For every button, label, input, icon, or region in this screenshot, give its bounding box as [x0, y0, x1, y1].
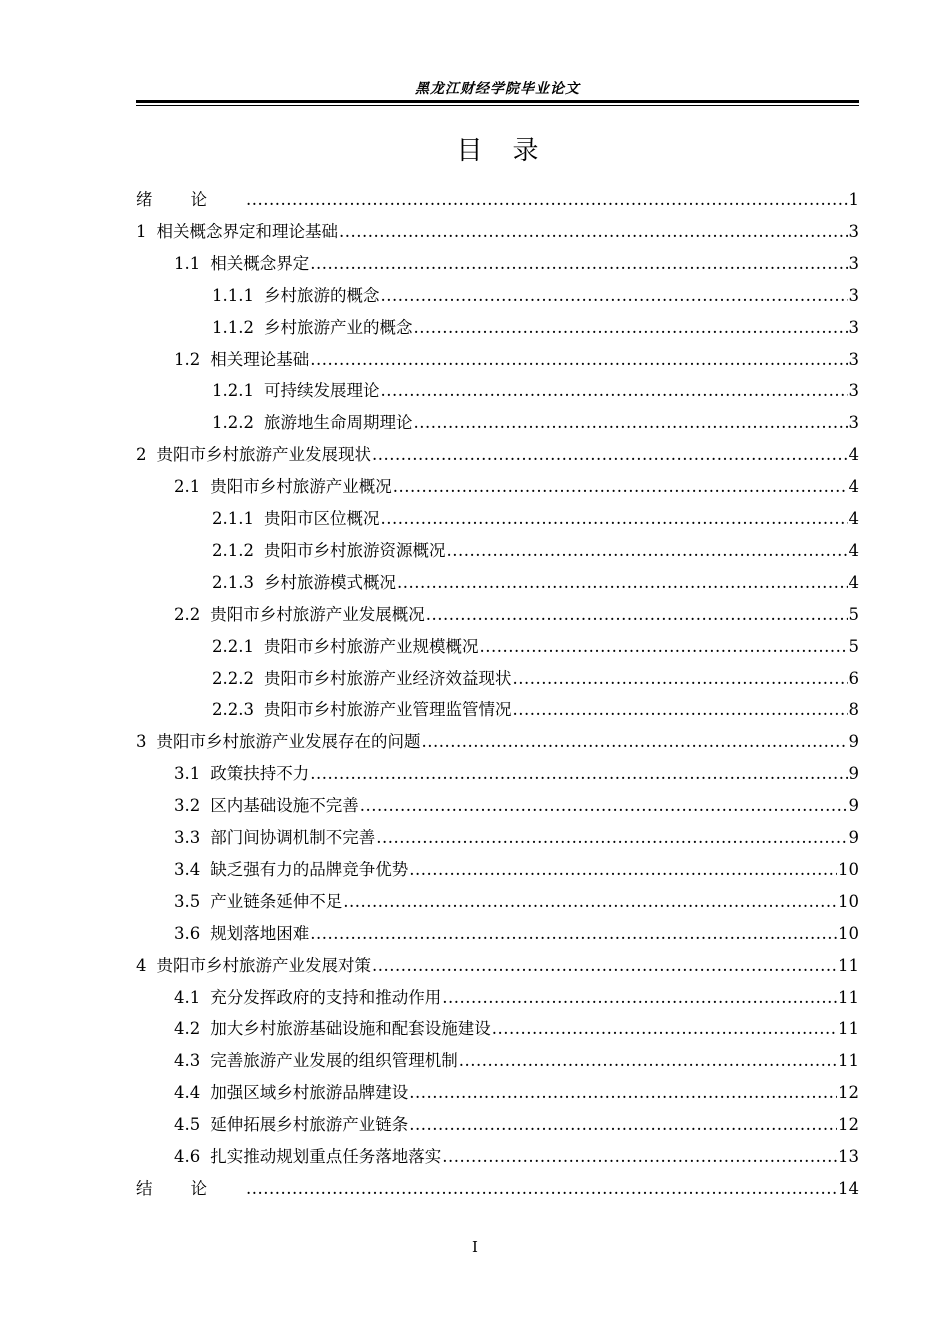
toc-entry[interactable] — [136, 794, 859, 818]
toc-entry-page: 11 — [838, 955, 859, 975]
toc-entry-page: 12 — [838, 1115, 859, 1135]
toc-entry[interactable] — [136, 1049, 859, 1073]
toc-entry-page: 11 — [838, 987, 859, 1007]
toc-entry-page: 3 — [848, 413, 859, 433]
header-school-title: 黑龙江财经学院毕业论文 — [415, 81, 580, 97]
toc-entry-label: 绪论 — [136, 190, 245, 209]
toc-entry-label: 贵阳市乡村旅游产业概况 — [210, 477, 392, 497]
toc-entry-number: 2 — [136, 445, 147, 465]
toc-entry-label: 完善旅游产业发展的组织管理机制 — [210, 1051, 458, 1071]
toc-entry-number: 2.2.3 — [212, 700, 254, 720]
toc-entry-label: 乡村旅游产业的概念 — [263, 317, 413, 337]
toc-entry-number: 1.2 — [174, 349, 201, 369]
toc-entry-label: 相关概念界定 — [210, 253, 310, 273]
toc-entry-page: 5 — [848, 636, 859, 656]
toc-entry-page: 9 — [848, 796, 859, 816]
toc-entry[interactable] — [136, 571, 859, 595]
toc-entry-page: 4 — [848, 540, 859, 560]
toc-entry-number: 4 — [136, 955, 147, 975]
toc-entry-page: 3 — [848, 285, 859, 305]
toc-dot-leader — [492, 1017, 837, 1041]
toc-dot-leader — [512, 667, 847, 691]
toc-entry[interactable] — [136, 220, 859, 244]
toc-entry-page: 14 — [838, 1178, 859, 1198]
toc-entry[interactable] — [136, 698, 859, 722]
toc-entry-page: 10 — [838, 923, 859, 943]
toc-entry[interactable] — [136, 1017, 859, 1041]
toc-entry-number: 3.1 — [174, 764, 201, 784]
toc-entry[interactable] — [136, 890, 859, 914]
toc-dot-leader — [479, 635, 847, 659]
toc-entry[interactable] — [136, 188, 859, 212]
toc-dot-leader — [380, 507, 847, 531]
toc-entry-label: 贵阳市区位概况 — [263, 509, 380, 528]
toc-entry[interactable] — [136, 922, 859, 946]
header-rule-thin — [136, 105, 859, 106]
toc-entry[interactable] — [136, 603, 859, 627]
toc-entry-label: 乡村旅游的概念 — [263, 285, 380, 305]
toc-entry-label: 贵阳市乡村旅游产业规模概况 — [263, 636, 479, 656]
toc-entry-label: 延伸拓展乡村旅游产业链条 — [210, 1115, 409, 1135]
toc-entry-label: 扎实推动规划重点任务落地落实 — [210, 1147, 442, 1166]
footer-page-number: I — [472, 1238, 478, 1256]
toc-entry[interactable] — [136, 826, 859, 850]
toc-entry-label: 结论 — [136, 1178, 245, 1198]
toc-entry-page: 11 — [838, 1051, 859, 1071]
toc-entry-number: 4.2 — [174, 1019, 201, 1039]
toc-entry[interactable] — [136, 1177, 859, 1201]
toc-entry[interactable] — [136, 954, 859, 978]
toc-entry[interactable] — [136, 316, 859, 340]
toc-entry-number: 3.6 — [174, 923, 201, 943]
toc-entry[interactable] — [136, 284, 859, 308]
toc-entry[interactable] — [136, 762, 859, 786]
toc-entry[interactable] — [136, 858, 859, 882]
toc-entry-label: 贵阳市乡村旅游产业发展对策 — [156, 955, 371, 975]
header-rule-thick — [136, 100, 859, 103]
toc-entry-page: 13 — [838, 1147, 859, 1166]
toc-entry-label: 缺乏强有力的品牌竞争优势 — [210, 859, 409, 879]
toc-dot-leader — [512, 698, 847, 722]
toc-entry[interactable] — [136, 411, 859, 435]
toc-entry-number: 2.2.1 — [212, 636, 254, 656]
toc-dot-leader — [446, 539, 847, 563]
toc-entry-label: 贵阳市乡村旅游资源概况 — [263, 540, 446, 560]
toc-dot-leader — [376, 826, 847, 850]
toc-entry-number: 2.1.3 — [212, 572, 254, 592]
toc-dot-leader — [246, 1177, 837, 1201]
toc-entry-label: 加大乡村旅游基础设施和配套设施建设 — [210, 1019, 491, 1039]
toc-entry[interactable] — [136, 379, 859, 403]
toc-entry-number: 2.1.2 — [212, 540, 254, 560]
toc-entry-page: 1 — [848, 190, 859, 209]
toc-dot-leader — [372, 954, 837, 978]
toc-entry[interactable] — [136, 667, 859, 691]
toc-dot-leader — [380, 379, 847, 403]
toc-entry[interactable] — [136, 1113, 859, 1137]
toc-entry-label: 相关理论基础 — [210, 349, 310, 369]
toc-entry-label: 产业链条延伸不足 — [210, 891, 343, 911]
toc-entry-number: 4.6 — [174, 1147, 201, 1166]
toc-dot-leader — [310, 348, 847, 372]
toc-entry-number: 4.4 — [174, 1083, 201, 1103]
toc-entry-page: 6 — [848, 668, 859, 688]
toc-entry[interactable] — [136, 507, 859, 531]
toc-entry-page: 10 — [838, 891, 859, 911]
toc-entry-number: 2.2 — [174, 604, 201, 624]
toc-dot-leader — [310, 762, 847, 786]
toc-entry-page: 4 — [848, 477, 859, 497]
toc-dot-leader — [372, 443, 848, 467]
toc-entry-number: 4.5 — [174, 1115, 201, 1135]
toc-dot-leader — [393, 475, 848, 499]
toc-entry-number: 2.2.2 — [212, 668, 254, 688]
toc-dot-leader — [426, 603, 848, 627]
toc-entry-page: 9 — [848, 828, 859, 847]
toc-entry-label: 充分发挥政府的支持和推动作用 — [210, 987, 442, 1007]
toc-entry-number: 1.2.2 — [212, 413, 254, 433]
toc-entry-number: 1.1.1 — [212, 285, 254, 305]
toc-entry-page: 3 — [848, 317, 859, 337]
toc-entry-label: 可持续发展理论 — [263, 381, 380, 401]
toc-dot-leader — [413, 411, 847, 435]
toc-entry[interactable] — [136, 635, 859, 659]
toc-entry-page: 11 — [838, 1019, 859, 1039]
toc-entry-label: 旅游地生命周期理论 — [263, 413, 413, 433]
toc-entry-number: 2.1 — [174, 477, 201, 497]
toc-entry-number: 2.1.1 — [212, 509, 254, 528]
toc-entry-label: 乡村旅游模式概况 — [263, 572, 396, 592]
toc-entry-label: 贵阳市乡村旅游产业发展概况 — [210, 604, 425, 624]
toc-entry-number: 1.1 — [174, 253, 201, 273]
toc-dot-leader — [442, 986, 837, 1010]
toc-entry-page: 3 — [848, 221, 859, 241]
toc-dot-leader — [246, 188, 848, 212]
toc-entry-label: 部门间协调机制不完善 — [210, 828, 376, 847]
toc-dot-leader — [413, 316, 847, 340]
toc-entry-label: 政策扶持不力 — [210, 764, 310, 784]
toc-entry[interactable] — [136, 986, 859, 1010]
toc-entry-number: 1.2.1 — [212, 381, 254, 401]
toc-entry-page: 4 — [848, 572, 859, 592]
toc-entry-number: 1.1.2 — [212, 317, 254, 337]
toc-entry-number: 3.4 — [174, 859, 201, 879]
toc-entry-label: 贵阳市乡村旅游产业经济效益现状 — [263, 668, 512, 688]
toc-entry-number: 4.3 — [174, 1051, 201, 1071]
toc-entry-page: 3 — [848, 349, 859, 369]
toc-entry-label: 贵阳市乡村旅游产业发展存在的问题 — [156, 732, 421, 752]
toc-entry-label: 区内基础设施不完善 — [210, 796, 359, 816]
toc-entry-label: 贵阳市乡村旅游产业发展现状 — [156, 445, 371, 465]
toc-dot-leader — [343, 890, 837, 914]
toc-dot-leader — [397, 571, 848, 595]
toc-title: 目录 — [456, 136, 569, 166]
toc-entry-page: 10 — [838, 859, 859, 879]
toc-dot-leader — [422, 730, 848, 754]
toc-entry-page: 5 — [848, 604, 859, 624]
toc-entry[interactable] — [136, 539, 859, 563]
toc-entry-label: 规划落地困难 — [210, 923, 310, 943]
toc-dot-leader — [409, 858, 837, 882]
toc-entry-page: 12 — [838, 1083, 859, 1103]
toc-entry-number: 3.2 — [174, 796, 201, 816]
toc-entry-page: 3 — [848, 253, 859, 273]
toc-entry[interactable] — [136, 730, 859, 754]
toc-dot-leader — [442, 1145, 837, 1169]
toc-entry-number: 1 — [136, 221, 147, 241]
toc-entry-number: 3.3 — [174, 828, 201, 847]
toc-entry[interactable] — [136, 1145, 859, 1169]
toc-dot-leader — [380, 284, 847, 308]
toc-dot-leader — [409, 1081, 837, 1105]
toc-dot-leader — [409, 1113, 837, 1137]
toc-entry-page: 4 — [848, 509, 859, 528]
toc-entry-label: 相关概念界定和理论基础 — [156, 221, 338, 241]
toc-entry[interactable] — [136, 252, 859, 276]
toc-entry[interactable] — [136, 475, 859, 499]
toc-entry-number: 3 — [136, 732, 147, 752]
toc-dot-leader — [459, 1049, 837, 1073]
toc-entry[interactable] — [136, 1081, 859, 1105]
toc-entry[interactable] — [136, 443, 859, 467]
toc-dot-leader — [360, 794, 848, 818]
toc-entry-page: 8 — [848, 700, 859, 720]
toc-entry-page: 9 — [848, 732, 859, 752]
toc-dot-leader — [310, 252, 847, 276]
toc-dot-leader — [339, 220, 848, 244]
toc-entry-page: 3 — [848, 381, 859, 401]
toc-entry-label: 贵阳市乡村旅游产业管理监管情况 — [263, 700, 512, 720]
toc-entry[interactable] — [136, 348, 859, 372]
toc-entry-page: 4 — [848, 445, 859, 465]
toc-entry-page: 9 — [848, 764, 859, 784]
toc-entry-label: 加强区域乡村旅游品牌建设 — [210, 1083, 409, 1103]
toc-dot-leader — [310, 922, 837, 946]
toc-entry-number: 4.1 — [174, 987, 201, 1007]
toc-entry-number: 3.5 — [174, 891, 201, 911]
